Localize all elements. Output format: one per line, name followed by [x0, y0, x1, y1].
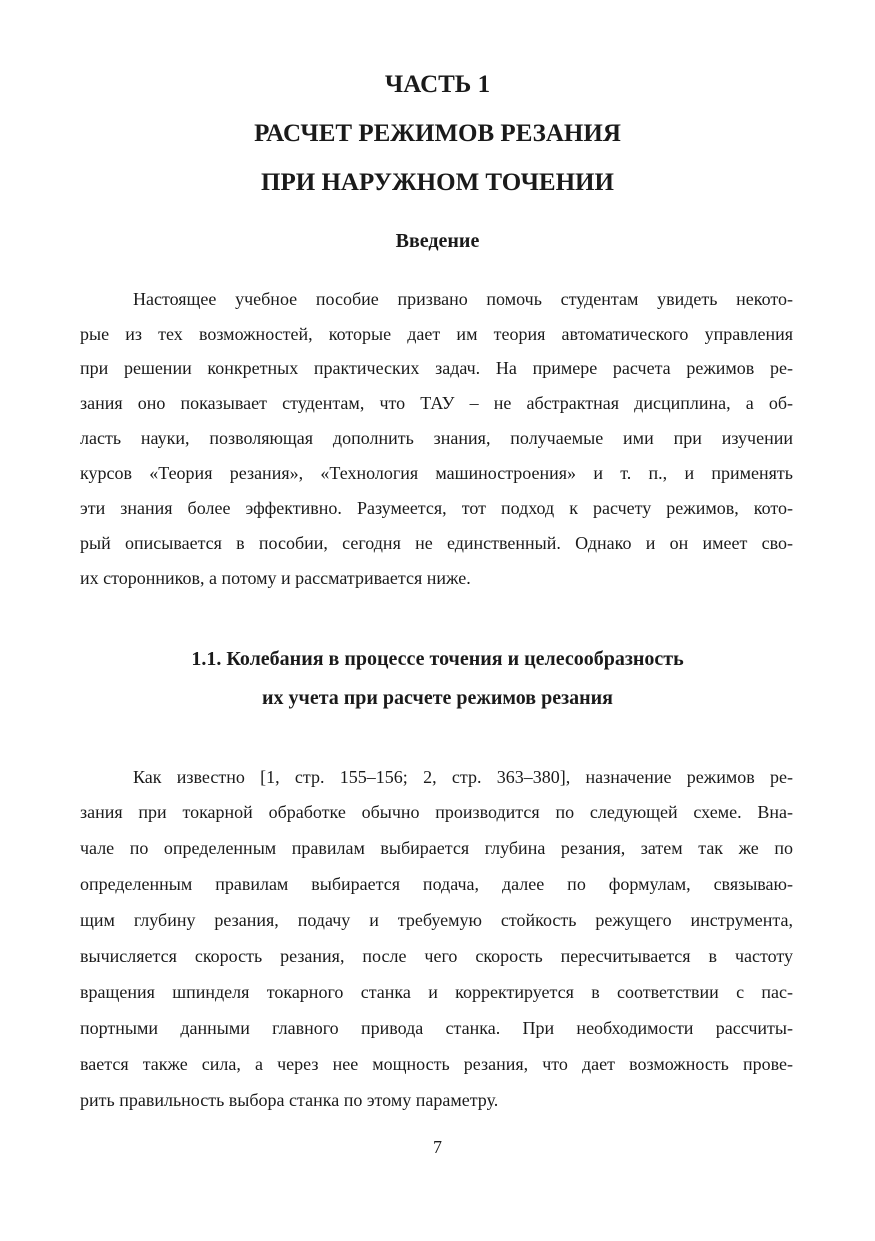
paragraph-line: портными данными главного привода станка. При необходимости рассчиты-: [80, 1018, 793, 1038]
paragraph-line: курсов «Теория резания», «Технология машиностроения» и т. п., и применять: [80, 463, 793, 483]
paragraph-line: щим глубину резания, подачу и требуемую стойкость режущего инструмента,: [80, 910, 793, 930]
paragraph-line: ласть науки, позволяющая дополнить знания, получаемые ими при изучении: [80, 428, 793, 448]
intro-heading: Введение: [395, 230, 480, 252]
paragraph-line: их сторонников, а потому и рассматривается ниже.: [80, 568, 471, 588]
paragraph-line: зания оно показывает студентам, что ТАУ – не абстрактная дисциплина, а об-: [80, 393, 793, 413]
page-number: 7: [433, 1137, 442, 1157]
paragraph-line: Настоящее учебное пособие призвано помочь студентам увидеть некото-: [133, 289, 793, 309]
paragraph-line: вращения шпинделя токарного станка и корректируется в соответствии с пас-: [80, 982, 793, 1002]
paragraph-line: эти знания более эффективно. Разумеется, тот подход к расчету режимов, кото-: [80, 498, 793, 518]
paragraph-line: вычисляется скорость резания, после чего скорость пересчитывается в частоту: [80, 946, 793, 966]
section-heading-line-1: 1.1. Колебания в процессе точения и целесообразность: [191, 648, 684, 670]
paragraph-line: при решении конкретных практических задач. На примере расчета режимов ре-: [80, 358, 793, 378]
paragraph-line: рый описывается в пособии, сегодня не единственный. Однако и он имеет сво-: [80, 533, 793, 553]
section-heading-line-2: их учета при расчете режимов резания: [262, 687, 613, 709]
part-title-line-1: РАСЧЕТ РЕЖИМОВ РЕЗАНИЯ: [254, 120, 621, 147]
paragraph-line: чале по определенным правилам выбирается глубина резания, затем так же по: [80, 838, 793, 858]
part-label: ЧАСТЬ 1: [384, 71, 491, 98]
paragraph-line: рые из тех возможностей, которые дает им теория автоматического управления: [80, 324, 793, 344]
paragraph-line: Как известно [1, стр. 155–156; 2, стр. 363–380], назначение режимов ре-: [133, 767, 793, 787]
paragraph-line: определенным правилам выбирается подача, далее по формулам, связываю-: [80, 874, 793, 894]
part-title-line-2: ПРИ НАРУЖНОМ ТОЧЕНИИ: [261, 169, 614, 196]
paragraph-line: вается также сила, а через нее мощность резания, что дает возможность прове-: [80, 1054, 793, 1074]
paragraph-line: рить правильность выбора станка по этому параметру.: [80, 1090, 499, 1110]
paragraph-line: зания при токарной обработке обычно производится по следующей схеме. Вна-: [80, 802, 793, 822]
